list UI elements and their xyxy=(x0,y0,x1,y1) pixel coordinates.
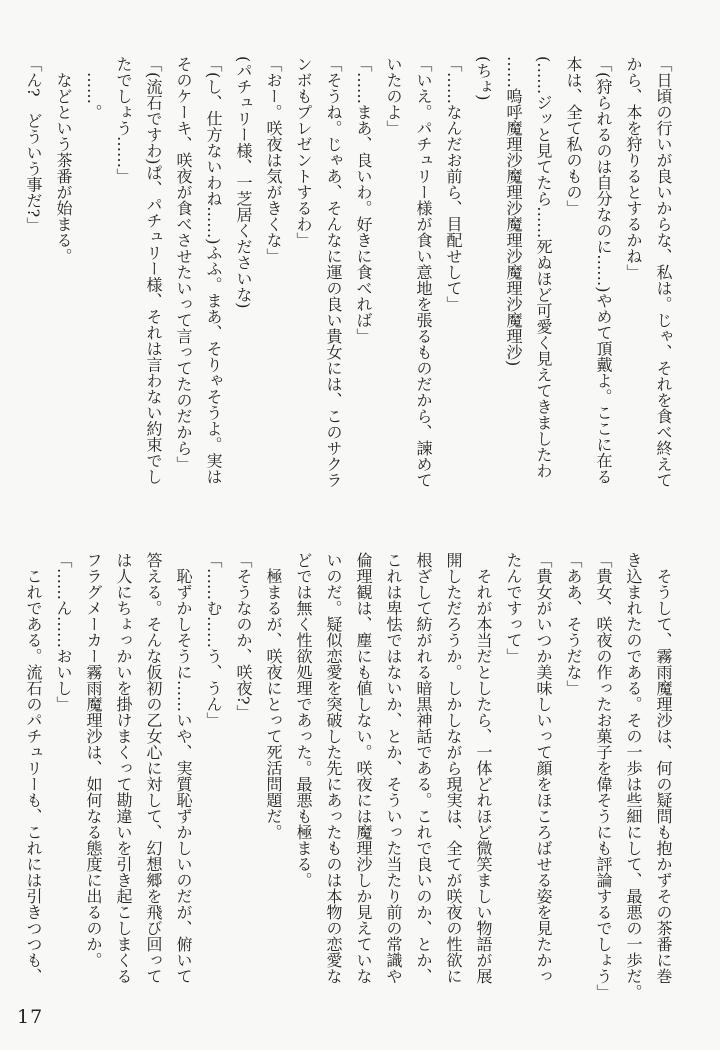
text-column: 「……む……う、うん」 xyxy=(204,552,223,728)
text-column: いたのよ」 xyxy=(384,56,403,136)
text-column: 「……ん……おいし」 xyxy=(54,552,73,712)
text-column: 「日頃の行いが良いからな、私は。じゃ、それを食べ終えて xyxy=(654,56,673,488)
text-column: たんですって」 xyxy=(504,552,523,664)
text-column: から、本を狩りるとするかね」 xyxy=(624,56,643,280)
text-column: 答える。そんな仮初の乙女心に対して、幻想郷を飛び回って xyxy=(144,552,163,984)
text-column: ……嗚呼魔理沙魔理沙魔理沙魔理沙魔理沙) xyxy=(504,56,523,367)
text-column: 極まるが、咲夜にとって死活問題だ。 xyxy=(264,552,283,840)
text-column: 「いえ。パチュリー様が食い意地を張るものだから、諫めて xyxy=(414,56,433,488)
text-column: 「(狩られるのは自分なのに……)やめて頂戴よ。ここに在る xyxy=(594,56,613,485)
text-column: どでは無く性欲処理であった。最悪も極まる。 xyxy=(294,552,313,888)
text-column: 恥ずかしそうに……いや、実質恥ずかしいのだが、俯いて xyxy=(174,552,193,984)
text-column: それが本当だとしたら、一体どれほど微笑ましい物語が展 xyxy=(474,552,493,984)
text-column: 「そうね。じゃあ、そんなに運の良い貴女には、このサクラ xyxy=(324,56,343,488)
text-column: ンボもプレゼントするわ」 xyxy=(294,56,313,248)
page-number: 17 xyxy=(17,1006,44,1028)
text-column: などという茶番が始まる。 xyxy=(54,56,73,264)
text-column: ……。 xyxy=(84,56,103,120)
text-column: そのケーキ、咲夜が食べさせたいって言ってたのだから」 xyxy=(174,56,193,472)
text-column: 「……まあ、良いわ。好きに食べれば」 xyxy=(354,56,373,344)
text-column: フラグメーカー霧雨魔理沙は、如何なる態度に出るのか。 xyxy=(84,552,103,968)
text-column: これは卑怯ではないか、とか、そういった当たり前の常識や xyxy=(384,552,403,984)
text-column: (ちょ) xyxy=(474,56,493,101)
text-column: これである。流石のパチュリーも、これには引きつつも、 xyxy=(24,552,43,984)
text-column: 「ん? どういう事だ?」 xyxy=(24,56,43,234)
text-column: (パチュリー様、一芝居くださいな) xyxy=(234,56,253,309)
text-column: き込まれたのである。その一歩は些細にして、最悪の一歩だ。 xyxy=(624,552,643,1000)
text-column: 「(し、仕方ないわね……)ふふ。まあ、そりゃそうよ。実は xyxy=(204,56,223,485)
text-column: 倫理観は、塵にも値しない。咲夜には魔理沙しか見えていな xyxy=(354,552,373,984)
text-column: 本は、全て私のもの」 xyxy=(564,56,583,216)
text-column: 「貴女、咲夜の作ったお菓子を偉そうにも評論するでしょう」 xyxy=(594,552,613,1000)
dialogue-text-block xyxy=(18,56,678,538)
text-column: 「おー。咲夜は気がきくな」 xyxy=(264,56,283,264)
text-column: 「……なんだお前ら、目配せして」 xyxy=(444,56,463,312)
narrative-text-block xyxy=(18,552,678,1002)
text-column: 開しただろうか。しかしながら現実は、全てが咲夜の性欲に xyxy=(444,552,463,984)
text-column: は人にちょっかいを掛けまくって勘違いを引き起こしまくる xyxy=(114,552,133,984)
text-column: 「貴女がいつか美味しいって顔をほころばせる姿を見たかっ xyxy=(534,552,553,984)
text-column: 根ざして紡がれる暗黒神話である。これで良いのか、とか、 xyxy=(414,552,433,984)
text-column: 「そうなのか、咲夜?」 xyxy=(234,552,253,721)
text-column: たでしょう……」 xyxy=(114,56,133,184)
text-column: そうして、霧雨魔理沙は、何の疑問も抱かずその茶番に巻 xyxy=(654,552,673,984)
text-column: いのだ。疑似恋愛を突破した先にあったものは本物の恋愛な xyxy=(324,552,343,984)
text-column: 「ああ、そうだな」 xyxy=(564,552,583,696)
text-column: (……ジッと見てたら……死ぬほど可愛く見えてきましたわ xyxy=(534,56,553,479)
text-column: 「(流石ですわ)ぱ、パチュリー様、それは言わない約束でし xyxy=(144,56,163,485)
